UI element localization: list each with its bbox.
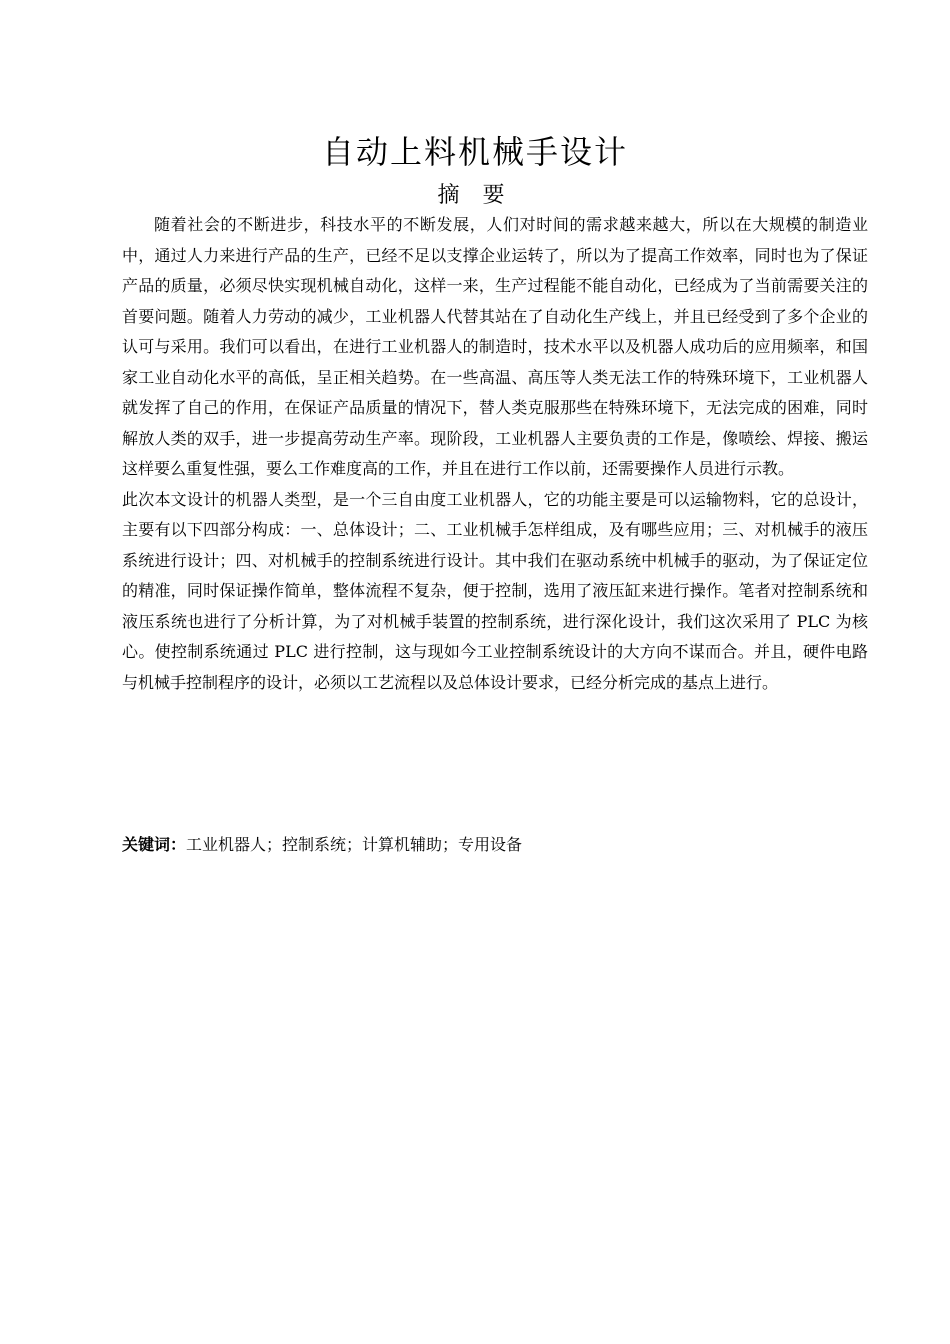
abstract-heading: 摘 要	[437, 183, 513, 208]
keywords-label: 关键词：	[122, 835, 187, 854]
document-title: 自动上料机械手设计	[321, 133, 628, 171]
keywords-line	[122, 830, 868, 860]
abstract-paragraph-2: 此次本文设计的机器人类型，是一个三自由度工业机器人，它的功能主要是可以运输物料，它的总设计，主要有以下四部分构成：一、总体设计；二、工业机械手怎样组成，及有哪些应用；三、对机械手的液压系统进行设计；四、对机械手的控制系统进行设计。其中我们在驱动系统中机械手的驱动，为了保证定位的精准，同时保证操作简单，整体流程不复杂，便于控制，选用了液压缸来进行操作。笔者对控制系统和液压系统也进行了分析计算，为了对机械手装置的控制系统，进行深化设计，我们这次采用了 PLC 为核心。使控制系统通过 PLC 进行控制，这与现如今工业控制系统设计的大方向不谋而合。并且，硬件电路与机械手控制程序的设计，必须以工艺流程以及总体设计要求，已经分析完成的基点上进行。	[122, 489, 868, 692]
keywords-text: 工业机器人；控制系统；计算机辅助；专用设备	[186, 835, 523, 854]
abstract-body	[122, 210, 868, 698]
abstract-paragraph-1: 随着社会的不断进步，科技水平的不断发展，人们对时间的需求越来越大，所以在大规模的制造业中，通过人力来进行产品的生产，已经不足以支撑企业运转了，所以为了提高工作效率，同时也为了保证产品的质量，必须尽快实现机械自动化，这样一来，生产过程能不能自动化，已经成为了当前需要关注的首要问题。随着人力劳动的减少，工业机器人代替其站在了自动化生产线上，并且已经受到了多个企业的认可与采用。我们可以看出，在进行工业机器人的制造时，技术水平以及机器人成功后的应用频率，和国家工业自动化水平的高低，呈正相关趋势。在一些高温、高压等人类无法工作的特殊环境下，工业机器人就发挥了自己的作用，在保证产品质量的情况下，替人类克服那些在特殊环境下，无法完成的困难，同时解放人类的双手，进一步提高劳动生产率。现阶段，工业机器人主要负责的工作是，像喷绘、焊接、搬运这样要么重复性强，要么工作难度高的工作，并且在进行工作以前，还需要操作人员进行示教。	[122, 215, 868, 478]
